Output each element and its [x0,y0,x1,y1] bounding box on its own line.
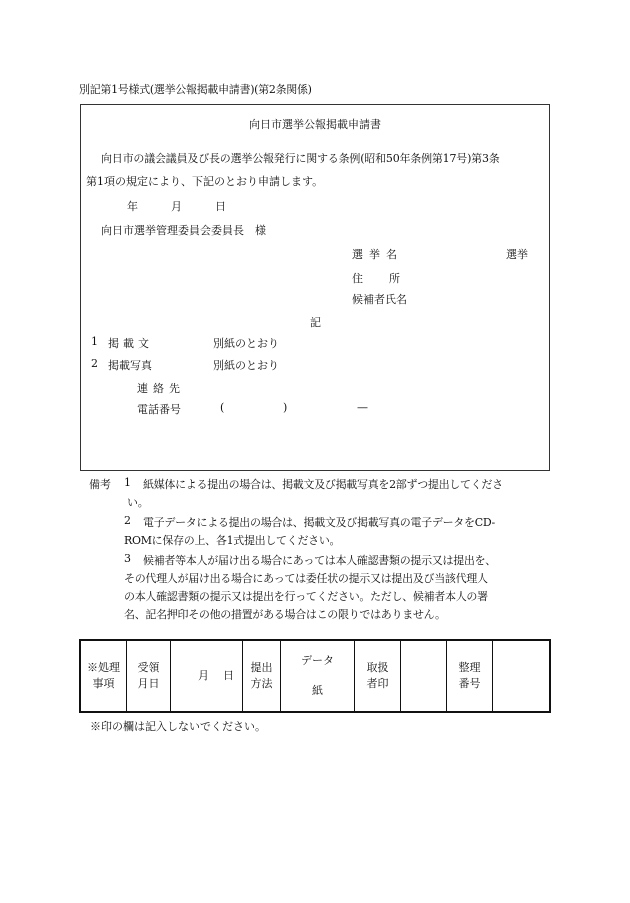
note-2-line-2: ROMに保存の上、各1式提出してください。 [124,534,341,547]
method-label-2: 方法 [250,677,273,690]
phone-paren-close: ) [283,401,288,414]
note-3-line-1: 候補者等本人が届け出る場合にあっては本人確認書類の提示又は提出を、 [143,554,496,567]
method-label-1: 提出 [250,661,273,674]
note-3-num: 3 [124,552,131,565]
serial-number-cell [493,641,549,711]
intro-line-1: 向日市の議会議員及び長の選挙公報発行に関する条例(昭和50年条例第17号)第3条 [101,152,500,165]
processing-header [81,641,127,711]
phone-dash: — [357,401,368,414]
note-3-line-4: 名、記名押印その他の措置がある場合はこの限りではありません。 [124,608,446,621]
phone-paren-open: ( [220,401,225,414]
phone-label: 電話番号 [137,403,181,416]
received-label-2: 月日 [137,677,160,690]
address-label: 住所 [352,272,426,285]
ki-heading: 記 [310,316,321,329]
processing-label-1: ※処理 [87,661,120,674]
office-use-table [79,639,551,713]
note-1-num: 1 [124,476,131,489]
note-1-line-1: 紙媒体による提出の場合は、掲載文及び掲載写真を2部ずつ提出してくださ [143,478,503,491]
serial-label-2: 番号 [458,677,481,690]
election-suffix: 選挙 [506,248,528,261]
note-1-line-2: い。 [127,496,149,509]
item-1-num: 1 [91,335,98,348]
date-day: 日 [215,200,226,213]
method-data: データ [301,654,334,667]
election-name-label: 選挙名 [352,248,403,261]
notes-heading: 備考 [89,478,111,491]
handler-header [355,641,401,711]
method-header [243,641,281,711]
form-title: 向日市選挙公報掲載申請書 [249,118,381,131]
received-header [127,641,171,711]
handler-seal-cell [401,641,447,711]
candidate-name-label: 候補者氏名 [352,293,407,306]
serial-label-1: 整理 [458,661,481,674]
received-date-cell [171,641,243,711]
received-label-1: 受領 [137,661,160,674]
processing-label-2: 事項 [92,677,115,690]
item-2-label: 掲載写真 [108,359,152,372]
date-month: 月 [171,200,182,213]
item-1-label: 掲載文 [108,337,153,350]
received-month: 月 [198,669,209,682]
method-paper: 紙 [312,684,323,697]
note-2-line-1: 電子データによる提出の場合は、掲載文及び掲載写真の電子データをCD- [143,516,495,529]
note-3-line-2: その代理人が届け出る場合にあっては委任状の提示又は提出及び当該代理人 [124,572,488,585]
footnote: ※印の欄は記入しないでください。 [90,720,266,733]
handler-label-2: 者印 [366,677,389,690]
contact-label: 連絡先 [137,382,185,395]
date-year: 年 [127,200,138,213]
addressee: 向日市選挙管理委員会委員長 様 [101,224,266,237]
intro-line-2: 第1項の規定により、下記のとおり申請します。 [86,175,324,188]
form-label: 別記第1号様式(選挙公報掲載申請書)(第2条関係) [79,83,312,96]
item-2-num: 2 [91,357,98,370]
serial-header [447,641,493,711]
method-options-cell [281,641,355,711]
received-day: 日 [223,669,234,682]
item-1-value: 別紙のとおり [213,337,279,350]
note-3-line-3: の本人確認書類の提示又は提出を行ってください。ただし、候補者本人の署 [124,590,488,603]
handler-label-1: 取扱 [366,661,389,674]
note-2-num: 2 [124,514,131,527]
item-2-value: 別紙のとおり [213,359,279,372]
date-line [127,198,226,214]
